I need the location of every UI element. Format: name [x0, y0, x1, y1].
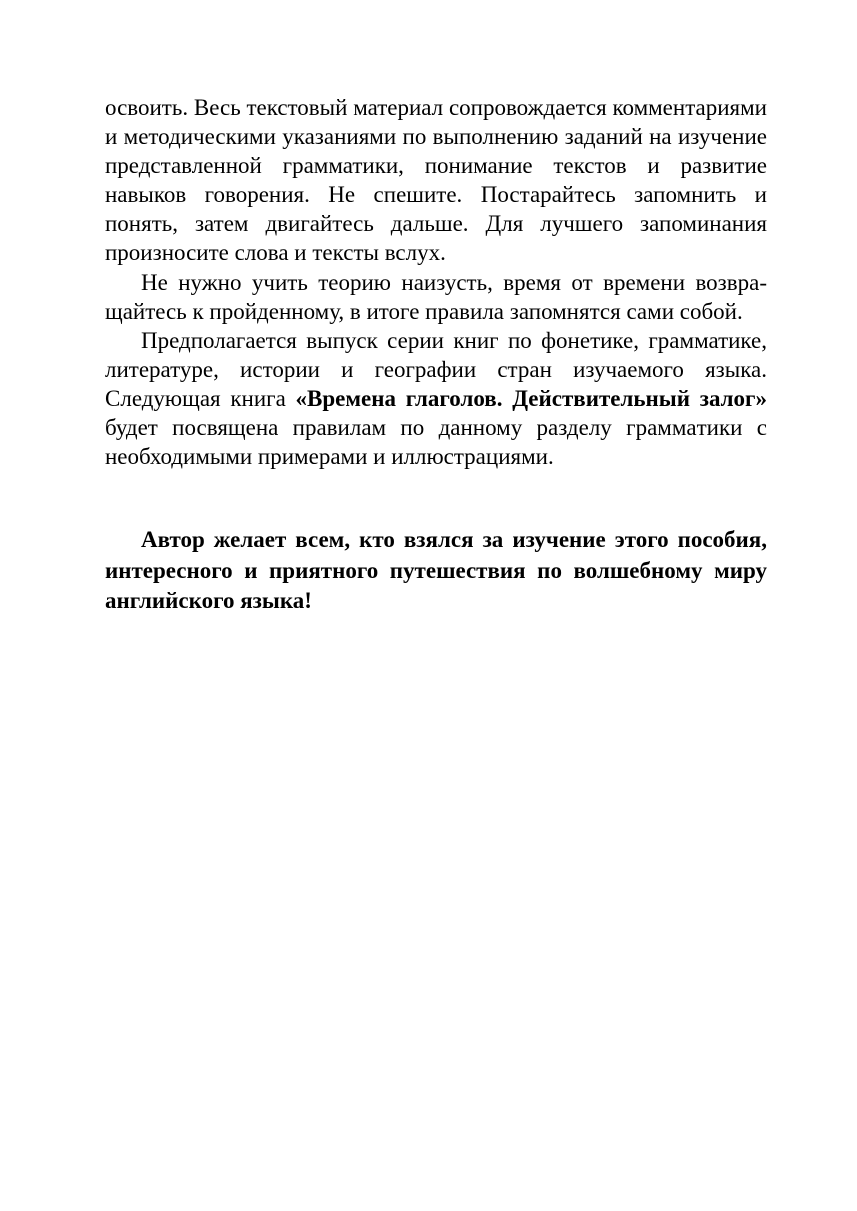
- paragraph-3-before: Предполагается выпуск серии книг по фонетике, грамматике, литературе, истории и географии стран изучаемого языка. Следующая книга: [105, 327, 767, 411]
- paragraph-2: Не нужно учить теорию наизусть, время от времени возвращайтесь к пройденному, в итоге правила запомнятся сами собой.: [105, 269, 767, 324]
- paragraph-3: [105, 326, 767, 471]
- book-title: «Времена глаголов. Действительный залог»: [295, 385, 767, 411]
- closing-wish: Автор желает всем, кто взялся за изучение этого пособия, интересного и приятного путешествия по волшебному миру английского языка!: [105, 527, 767, 613]
- paragraph-1: освоить. Весь текстовый материал сопровождается комментариями и методическими указаниями по выполнению заданий на изучение представленной грамматики, понимание текстов и развитие навыков говорения. Не спешите. Постарайтесь запомнить и понять, затем двигайтесь дальше. Для лучшего запоминания произносите слова и тексты вслух.: [105, 95, 767, 266]
- paragraph-3-after: будет посвящена правилам по данному разделу граммaтики с необходимыми примерами и иллюстрациями.: [105, 415, 767, 470]
- body-text: [105, 93, 767, 471]
